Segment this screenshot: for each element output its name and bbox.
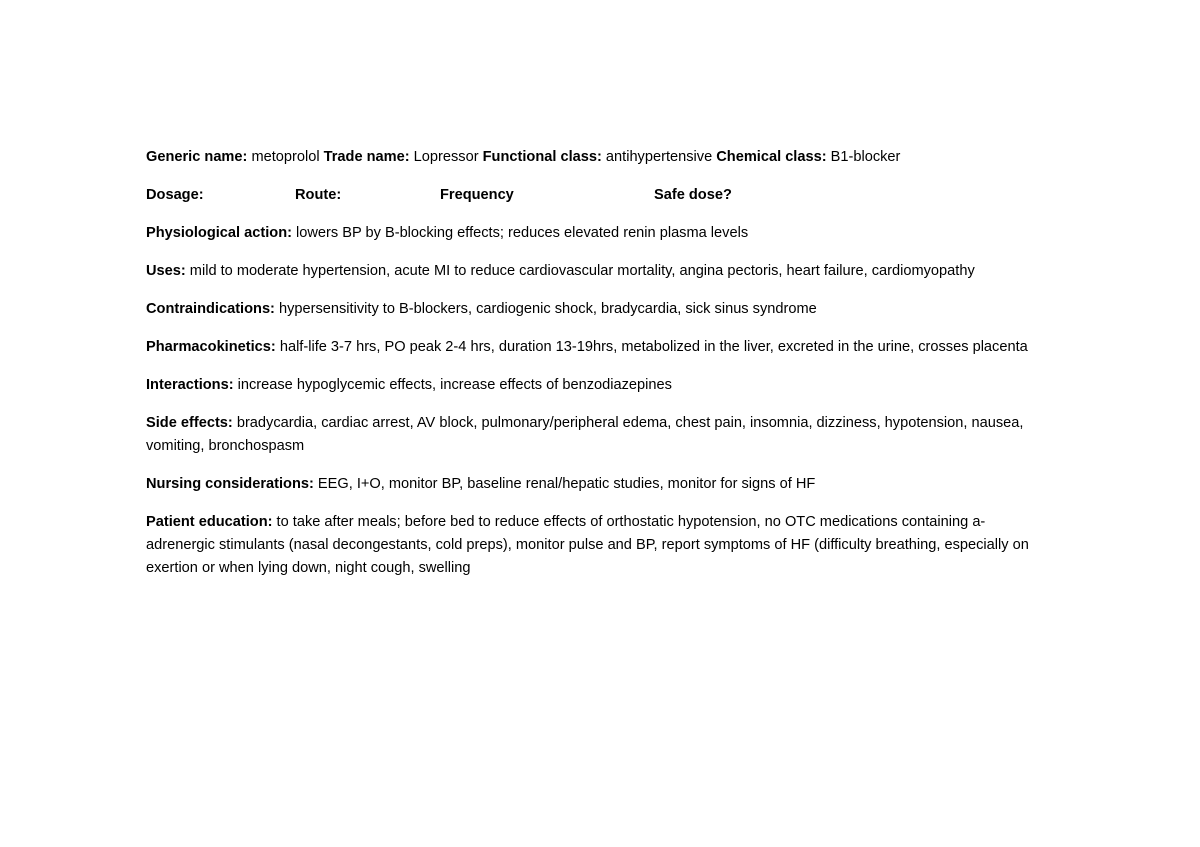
- side-effects-section: [146, 412, 1046, 458]
- generic-name-value: metoprolol: [247, 149, 324, 165]
- dosage-row: [146, 184, 1046, 207]
- interactions-label: Interactions:: [146, 377, 234, 393]
- dosage-label: Dosage:: [146, 187, 204, 203]
- frequency-label: Frequency: [440, 187, 514, 203]
- uses-label: Uses:: [146, 263, 186, 279]
- physiological-action-text: lowers BP by B-blocking effects; reduces elevated renin plasma levels: [291, 225, 749, 241]
- drug-header-line: [146, 146, 1046, 169]
- pharmacokinetics-section: [146, 336, 1046, 359]
- contraindications-label: Contraindications:: [146, 301, 275, 317]
- drug-card: [146, 146, 1046, 595]
- pharmacokinetics-label: Pharmacokinetics:: [146, 339, 276, 355]
- chemical-class-value: B1-blocker: [826, 149, 901, 165]
- contraindications-section: [146, 298, 1046, 321]
- pharmacokinetics-text: half-life 3-7 hrs, PO peak 2-4 hrs, duration 13-19hrs, metabolized in the liver, excreted in the urine, crosses placenta: [275, 339, 1028, 355]
- uses-text: mild to moderate hypertension, acute MI to reduce cardiovascular mortality, angina pectoris, heart failure, cardiomyopathy: [185, 263, 975, 279]
- uses-section: [146, 260, 1046, 283]
- patient-education-section: [146, 511, 1046, 580]
- interactions-text: increase hypoglycemic effects, increase effects of benzodiazepines: [233, 377, 672, 393]
- functional-class-value: antihypertensive: [601, 149, 717, 165]
- nursing-considerations-section: [146, 473, 1046, 496]
- nursing-considerations-label: Nursing considerations:: [146, 476, 314, 492]
- generic-name-label: Generic name:: [146, 149, 248, 165]
- side-effects-label: Side effects:: [146, 415, 233, 431]
- contraindications-text: hypersensitivity to B-blockers, cardiogenic shock, bradycardia, sick sinus syndrome: [274, 301, 817, 317]
- trade-name-value: Lopressor: [409, 149, 483, 165]
- nursing-considerations-text: EEG, I+O, monitor BP, baseline renal/hepatic studies, monitor for signs of HF: [313, 476, 816, 492]
- route-label: Route:: [295, 187, 342, 203]
- patient-education-label: Patient education:: [146, 514, 273, 530]
- physiological-action-section: [146, 222, 1046, 245]
- safe-dose-label: Safe dose?: [654, 187, 732, 203]
- chemical-class-label: Chemical class:: [716, 149, 827, 165]
- side-effects-text: bradycardia, cardiac arrest, AV block, pulmonary/peripheral edema, chest pain, insomnia, dizziness, hypotension, nausea, vomiting, bronchospasm: [146, 415, 1024, 454]
- physiological-action-label: Physiological action:: [146, 225, 292, 241]
- functional-class-label: Functional class:: [482, 149, 602, 165]
- interactions-section: [146, 374, 1046, 397]
- trade-name-label: Trade name:: [323, 149, 410, 165]
- patient-education-text: to take after meals; before bed to reduce effects of orthostatic hypotension, no OTC medications containing a-adrenergic stimulants (nasal decongestants, cold preps), monitor pulse and BP, report symptoms of HF (difficulty breathing, especially on exertion or when lying down, night cough, swelling: [146, 514, 1029, 576]
